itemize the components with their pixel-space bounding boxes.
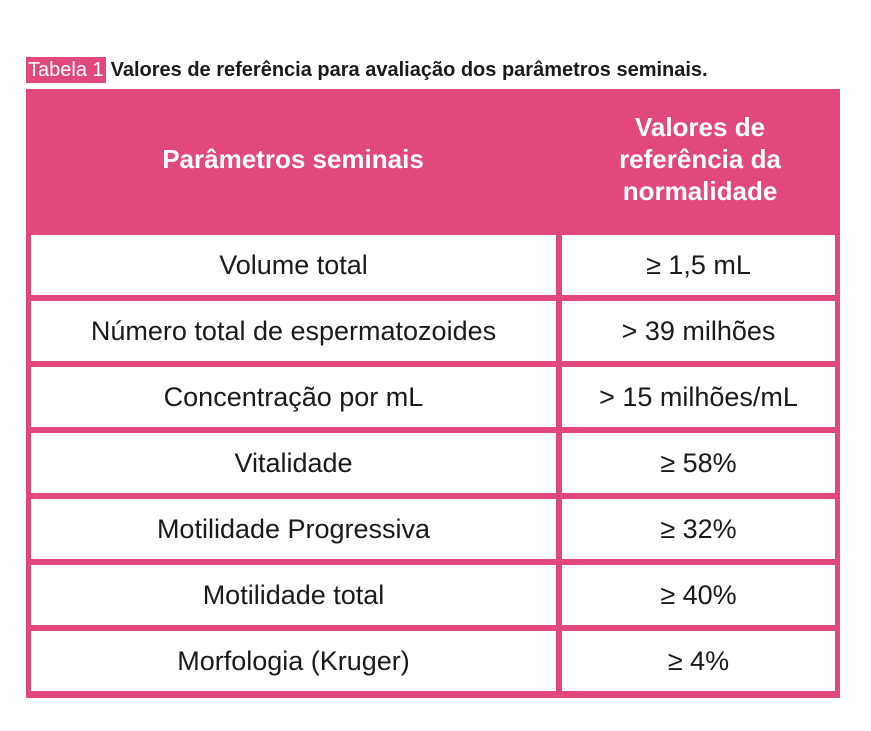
parameter-cell: Vitalidade [31,433,556,493]
parameter-cell: Motilidade total [31,565,556,625]
table-caption [26,57,708,83]
value-cell: ≥ 32% [562,499,835,559]
parameter-cell: Motilidade Progressiva [31,499,556,559]
table-row [31,565,835,625]
value-cell: > 39 milhões [562,301,835,361]
reference-values-table [26,89,840,698]
table-caption-text: Valores de referência para avaliação dos parâmetros seminais. [110,58,708,81]
parameter-cell: Número total de espermatozoides [31,301,556,361]
table-row [31,631,835,691]
table-row [31,367,835,427]
value-cell: > 15 milhões/mL [562,367,835,427]
parameter-cell: Morfologia (Kruger) [31,631,556,691]
column-header-reference-values-text: Valores de referência da normalidade [619,112,781,206]
value-cell: ≥ 1,5 mL [562,235,835,295]
value-cell: ≥ 58% [562,433,835,493]
parameter-cell: Volume total [31,235,556,295]
column-header-parameters: Parâmetros seminais [162,144,424,174]
column-header-reference-values [560,89,840,229]
table-number-badge: Tabela 1 [28,59,104,81]
table-row [31,433,835,493]
table-row [31,499,835,559]
table-row [31,301,835,361]
table-header-row [26,89,840,229]
value-cell: ≥ 40% [562,565,835,625]
parameter-cell: Concentração por mL [31,367,556,427]
value-cell: ≥ 4% [562,631,835,691]
table-row [31,235,835,295]
